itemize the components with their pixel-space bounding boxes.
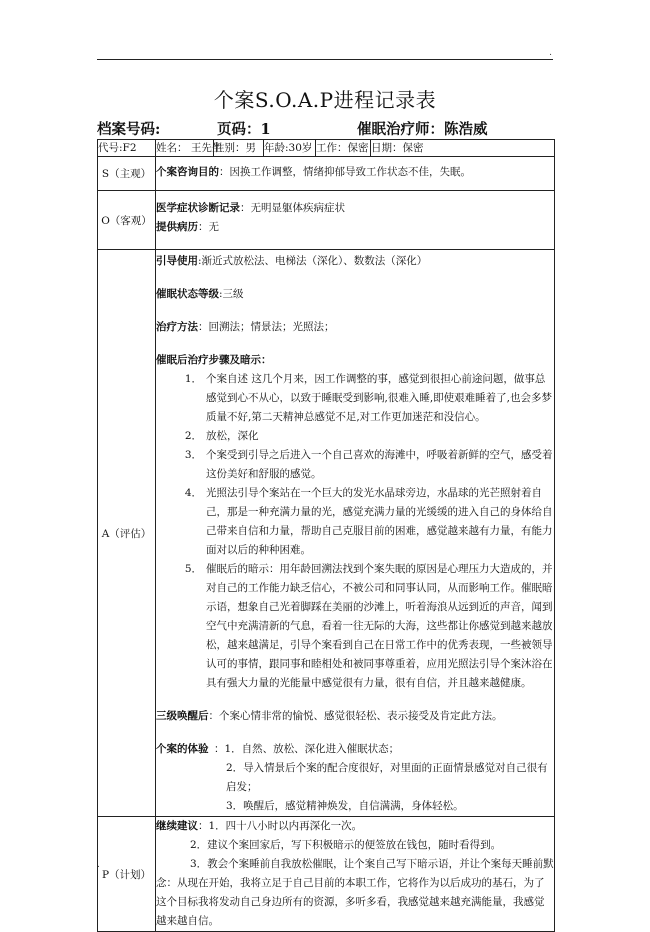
level-label: 催眠状态等级 [156,288,219,300]
page-number-label: 页码：1 [217,121,271,138]
experience-item: ：1．自然、放松、深化进入催眠状态； [214,743,400,755]
bottom-mark: . [97,860,100,870]
s-row [98,157,555,191]
p-label: P（计划） [98,817,156,932]
list-item: 5． 催眠后的暗示：用年龄回溯法找到个案失眠的原因是心理压力大造成的，并对自己的工作能力缺乏信心，不被公司和同事认同，从而影响工作。催眠暗示语，想象自己光着脚踩在美丽的沙滩上，听着海浪从远到近的声音，闻到空气中充满清新的气息，看着一往无际的大海，这些都让你感觉到越来越放松，越来越满足，引导个案看到自己在日常工作中的优秀表现，一些被领导认可的事情，跟同事和睦相处和被同事尊重着，应用光照法引导个案沐浴在具有强大力量的光能量中感觉很有力量，很有自信，并且越来越健康。 [184,563,553,689]
page-title: 个案S.O.A.P进程记录表 [213,88,437,112]
list-item: 1． 个案自述 这几个月来，因工作调整的事，感觉到很担心前途问题，做事总感觉到心不从心，以致于睡眠受到影响,很难入睡,即使艰难睡着了,也会多梦质量不好,第二天精神总感觉不足,对工作更加迷茫和没信心。 [184,373,553,423]
level-text: :三级 [219,288,244,300]
steps-list [156,370,554,693]
client-age: 年龄:30岁 [264,140,316,157]
goal-text: ：因换工作调整，情绪抑郁导致工作状态不佳，失眠。 [219,166,471,178]
experience-block [156,740,554,816]
o-row [98,191,555,250]
s-label: S（主观） [98,157,156,191]
therapist-label: 催眠治疗师：陈浩威 [357,121,488,138]
plan-item: ：1．四十八小时以内再深化一次。 [198,820,363,832]
client-name: 姓名： 王先生 [156,140,214,157]
method-text: ：回溯法；情景法；光照法； [198,321,335,333]
o-label: O（客观） [98,191,156,250]
client-date: 日期：保密 [371,140,555,157]
experience-label: 个案的体验 [156,743,209,755]
history-label: 提供病历 [156,221,198,233]
client-info-row [98,140,555,157]
experience-item: 3．唤醒后，感觉精神焕发，自信满满，身体轻松。 [226,800,464,812]
p-row [98,817,555,932]
guide-text: :渐近式放松法、电梯法（深化）、数数法（深化） [198,255,428,267]
diag-text: ：无明显躯体疾病症状 [240,202,345,214]
plan-item: 2．建议个案回家后，写下积极暗示的便签放在钱包，随时看得到。 [190,839,502,851]
experience-item: 2．导入情景后个案的配合度很好，对里面的正面情景感觉对自己很有启发； [226,762,548,793]
a-label: A（评估） [98,250,156,817]
continue-label: 继续建议 [156,820,198,832]
list-item: 3． 个案受到引导之后进入一个自己喜欢的海滩中，呼吸着新鲜的空气，感受着这份美好和舒服的感觉。 [184,449,553,480]
list-item: 2． 放松，深化 [184,430,259,442]
a-row [98,250,555,817]
client-code: 代号:F2 [98,140,156,157]
file-number-label: 档案号码: [97,121,161,138]
client-job: 工作：保密 [316,140,371,157]
method-label: 治疗方法 [156,321,198,333]
header-rule [97,59,553,60]
top-mark: . [549,48,552,58]
awake-label: 三级唤醒后 [156,710,209,722]
plan-item: 3．教会个案睡前自我放松催眠，让个案自己写下暗示语，并让个案每天睡前默念：从现在开始，我将立足于自己目前的本职工作，它将作为以后成功的基石，为了这个目标我将发动自己身边所有的资源，多听多看，我感觉越来越充满能量，我感觉越来越自信。 [156,858,554,927]
list-item: 4． 光照法引导个案站在一个巨大的发光水晶球旁边，水晶球的光芒照射着自己，那是一种充满力量的光，感觉充满力量的光缓缓的进入自己的身体给自己带来自信和力量，帮助自己克服目前的困难，感觉越来越有力量，有能力面对以后的种种困难。 [184,487,553,556]
soap-table [97,139,555,932]
guide-label: 引导使用 [156,255,198,267]
diag-label: 医学症状诊断记录 [156,202,240,214]
awake-text: ：个案心情非常的愉悦、感觉很轻松、表示接受及肯定此方法。 [208,710,503,722]
goal-label: 个案咨询目的 [156,166,219,178]
steps-label: 催眠后治疗步骤及暗示： [156,354,272,366]
client-gender: 性别：男 [214,140,264,157]
history-text: ：无 [198,221,219,233]
